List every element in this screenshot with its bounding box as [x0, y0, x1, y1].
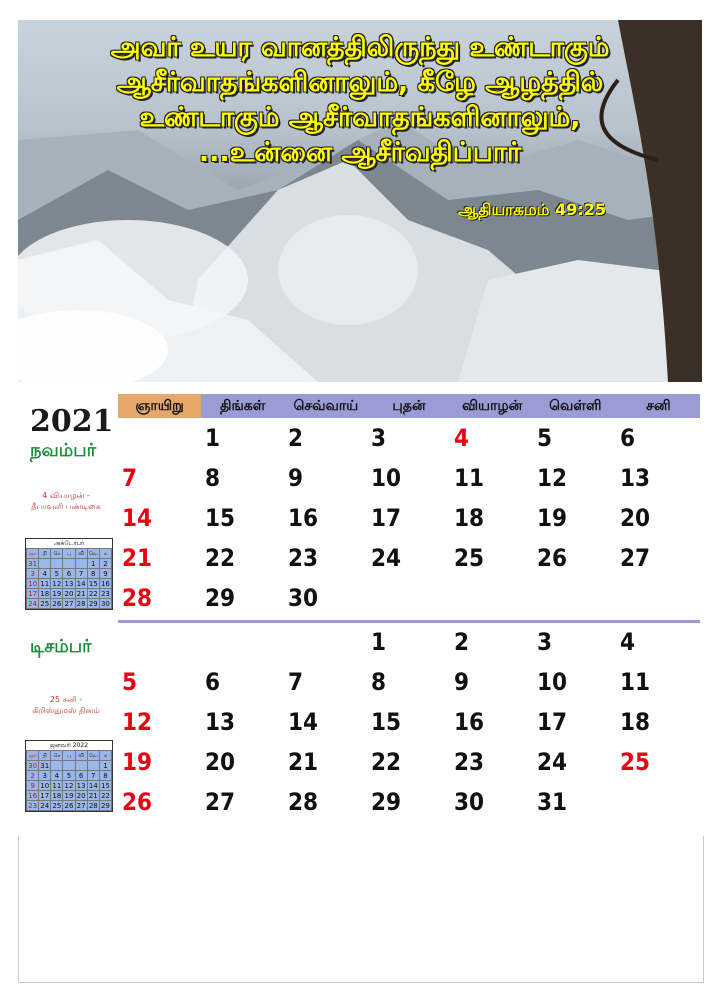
mini-day: 27	[64, 599, 74, 608]
day-number: 23	[288, 544, 319, 572]
day-cell	[205, 502, 288, 542]
mini-day: 5	[63, 771, 75, 781]
day-number: 20	[620, 504, 651, 532]
mini-weekday: பு	[63, 549, 75, 559]
verse-reference: ஆதியாகமம் 49:25	[458, 200, 606, 219]
day-cell	[371, 706, 454, 746]
mini-day: 12	[52, 579, 62, 588]
day-number: 24	[537, 748, 568, 776]
day-cell	[205, 706, 288, 746]
day-number: 3	[371, 424, 387, 452]
day-number: 12	[537, 464, 568, 492]
day-cell	[454, 706, 537, 746]
weekday-4: வியாழன்	[462, 398, 523, 414]
day-number: 9	[288, 464, 304, 492]
day-cell	[454, 422, 537, 462]
day-number: 21	[288, 748, 319, 776]
day-number: 29	[205, 584, 236, 612]
mini-day: 15	[88, 579, 98, 588]
day-cell	[205, 786, 288, 826]
mini-day: 4	[51, 771, 63, 781]
mini-weekday: வி	[75, 549, 87, 559]
day-number: 15	[371, 708, 402, 736]
day-cell	[371, 786, 454, 826]
mini-day	[39, 559, 51, 569]
mini-day	[63, 761, 75, 771]
mini-day: 25	[40, 599, 50, 608]
festival-note-december	[18, 694, 114, 716]
mini-day: 31	[40, 761, 50, 770]
day-number: 25	[620, 748, 651, 776]
day-cell	[620, 746, 703, 786]
day-number: 27	[205, 788, 236, 816]
weekday-5: வெள்ளி	[549, 398, 602, 414]
day-number: 13	[620, 464, 651, 492]
mini-day: 27	[76, 801, 86, 810]
mini-day: 16	[28, 791, 38, 800]
day-number: 30	[454, 788, 485, 816]
week-row	[118, 666, 700, 706]
day-cell	[454, 786, 537, 826]
week-row	[118, 542, 700, 582]
day-number: 5	[122, 668, 138, 696]
mini-day: 30	[100, 599, 110, 608]
mini-day: 14	[88, 781, 98, 790]
day-number: 7	[122, 464, 138, 492]
day-cell	[454, 746, 537, 786]
mini-day: 23	[28, 801, 38, 810]
day-cell	[288, 746, 371, 786]
day-number: 18	[620, 708, 651, 736]
day-number: 1	[371, 628, 387, 656]
mini-day: 16	[100, 579, 110, 588]
day-number: 15	[205, 504, 236, 532]
mini-day: 25	[52, 801, 62, 810]
day-number: 27	[620, 544, 651, 572]
day-cell	[371, 422, 454, 462]
day-cell	[371, 502, 454, 542]
day-number: 11	[620, 668, 651, 696]
mini-day: 15	[100, 781, 110, 790]
mini-day: 29	[100, 801, 110, 810]
day-number: 6	[620, 424, 636, 452]
day-number: 6	[205, 668, 221, 696]
verse-line: உண்டாகும் ஆசீர்வாதங்களினாலும்,	[139, 102, 581, 133]
mini-day: 28	[76, 599, 86, 608]
day-cell	[537, 786, 620, 826]
weekday-2: செவ்வாய்	[293, 398, 359, 414]
day-cell	[454, 666, 537, 706]
mini-day: 21	[76, 589, 86, 598]
day-cell	[537, 706, 620, 746]
weekday-1: திங்கள்	[220, 398, 266, 414]
mini-day: 13	[64, 579, 74, 588]
day-cell	[454, 462, 537, 502]
day-number: 28	[288, 788, 319, 816]
day-number: 30	[288, 584, 319, 612]
day-cell	[371, 626, 454, 666]
mini-day: 6	[63, 569, 75, 579]
mini-day: 24	[40, 801, 50, 810]
festival-note-november	[18, 490, 114, 512]
week-row	[118, 706, 700, 746]
verse-line: ...உன்னை ஆசீர்வதிப்பார்	[198, 137, 522, 168]
day-cell	[205, 746, 288, 786]
weekday-6: சனி	[646, 398, 671, 414]
day-cell	[122, 666, 205, 706]
day-number: 22	[205, 544, 236, 572]
day-cell	[537, 502, 620, 542]
mini-day	[75, 761, 87, 771]
hero-image	[18, 20, 702, 382]
mini-day: 4	[39, 569, 51, 579]
year-label: 2021	[30, 404, 114, 439]
day-cell	[454, 502, 537, 542]
mini-calendar-title: ஜனவரி 2022	[49, 742, 89, 749]
day-number: 14	[288, 708, 319, 736]
day-cell	[620, 666, 703, 706]
mini-day: 8	[99, 771, 111, 781]
mini-day: 26	[64, 801, 74, 810]
day-cell	[288, 502, 371, 542]
day-cell	[537, 542, 620, 582]
mini-day: 13	[76, 781, 86, 790]
mini-day: 23	[100, 589, 110, 598]
day-cell	[288, 706, 371, 746]
day-number: 11	[454, 464, 485, 492]
month-name-november: நவம்பர்	[30, 440, 97, 461]
mini-day: 22	[100, 791, 110, 800]
mini-weekday: வெ	[88, 550, 98, 557]
day-number: 31	[537, 788, 568, 816]
week-row	[118, 582, 700, 622]
mini-day: 20	[64, 589, 74, 598]
mini-calendar-title: அக்டோபர்	[53, 540, 85, 547]
day-number: 29	[371, 788, 402, 816]
mini-day: 7	[87, 771, 99, 781]
mini-day: 12	[64, 781, 74, 790]
day-number: 18	[454, 504, 485, 532]
day-number: 26	[537, 544, 568, 572]
week-row	[118, 502, 700, 542]
weekday-3: புதன்	[392, 398, 426, 414]
day-cell	[122, 502, 205, 542]
day-cell	[122, 462, 205, 502]
day-cell	[122, 786, 205, 826]
day-number: 8	[371, 668, 387, 696]
day-number: 3	[537, 628, 553, 656]
mini-day	[51, 761, 63, 771]
mini-day: 20	[76, 791, 86, 800]
day-number: 28	[122, 584, 153, 612]
day-number: 19	[122, 748, 153, 776]
day-number: 1	[205, 424, 221, 452]
mini-day: 2	[99, 559, 111, 569]
day-number: 13	[205, 708, 236, 736]
day-cell	[620, 706, 703, 746]
day-cell	[537, 462, 620, 502]
day-number: 21	[122, 544, 153, 572]
verse-line: அவர் உயர வானத்திலிருந்து உண்டாகும்	[110, 32, 610, 63]
day-number: 10	[371, 464, 402, 492]
mini-day: 26	[52, 599, 62, 608]
verse-line: ஆசீர்வாதங்களினாலும், கீழே ஆழத்தில்	[116, 67, 604, 98]
mini-weekday: தி	[39, 751, 51, 761]
mini-day: 5	[51, 569, 63, 579]
day-number: 23	[454, 748, 485, 776]
mini-day: 19	[64, 791, 74, 800]
day-number: 16	[288, 504, 319, 532]
day-cell	[288, 582, 371, 622]
day-cell	[537, 746, 620, 786]
festival-text: 4 வியாழன் - தீபாவளி பண்டிகை	[31, 491, 101, 511]
day-cell	[620, 422, 703, 462]
mini-weekday: பு	[63, 751, 75, 761]
mini-day: 21	[88, 791, 98, 800]
mini-day: 2	[27, 771, 39, 781]
day-number: 16	[454, 708, 485, 736]
mini-day: 28	[88, 801, 98, 810]
mini-day: 9	[27, 781, 39, 791]
mini-day: 29	[88, 599, 98, 608]
mini-day: 10	[28, 579, 38, 588]
mini-day	[63, 559, 75, 569]
mini-day: 3	[27, 569, 39, 579]
mini-day: 17	[28, 589, 38, 598]
mini-day: 22	[88, 589, 98, 598]
day-cell	[205, 666, 288, 706]
mini-day: 17	[40, 791, 50, 800]
weekday-header	[118, 394, 700, 418]
day-number: 7	[288, 668, 304, 696]
day-cell	[288, 422, 371, 462]
mini-weekday: ச	[99, 751, 111, 761]
day-cell	[537, 422, 620, 462]
month-divider	[118, 620, 700, 623]
day-cell	[288, 542, 371, 582]
day-number: 24	[371, 544, 402, 572]
day-number: 26	[122, 788, 153, 816]
mini-day: 7	[75, 569, 87, 579]
mini-weekday: செ	[51, 751, 63, 761]
day-number: 25	[454, 544, 485, 572]
day-cell	[288, 666, 371, 706]
day-number: 17	[537, 708, 568, 736]
mini-day: 18	[52, 791, 62, 800]
day-cell	[620, 626, 703, 666]
day-number: 2	[288, 424, 304, 452]
mini-day: 6	[75, 771, 87, 781]
mini-day: 19	[52, 589, 62, 598]
day-number: 12	[122, 708, 153, 736]
day-cell	[537, 666, 620, 706]
day-number: 4	[620, 628, 636, 656]
day-cell	[205, 422, 288, 462]
mini-day	[51, 559, 63, 569]
mini-weekday: ச	[99, 549, 111, 559]
day-cell	[537, 626, 620, 666]
mini-day: 9	[99, 569, 111, 579]
mini-day: 18	[40, 589, 50, 598]
mini-calendar-october	[25, 538, 113, 610]
mini-day: 1	[87, 559, 99, 569]
mini-day: 1	[99, 761, 111, 771]
day-cell	[371, 746, 454, 786]
day-number: 5	[537, 424, 553, 452]
day-cell	[371, 462, 454, 502]
mini-day: 10	[40, 781, 50, 790]
day-number: 9	[454, 668, 470, 696]
day-cell	[454, 626, 537, 666]
day-cell	[122, 746, 205, 786]
mini-day: 30	[28, 761, 38, 770]
week-row	[118, 462, 700, 502]
day-cell	[122, 542, 205, 582]
day-number: 10	[537, 668, 568, 696]
week-row	[118, 626, 700, 666]
blank-footer	[18, 836, 704, 983]
day-number: 8	[205, 464, 221, 492]
day-cell	[620, 502, 703, 542]
day-number: 2	[454, 628, 470, 656]
mini-weekday: செ	[51, 549, 63, 559]
mini-weekday: வெ	[88, 752, 98, 759]
mini-day: 31	[28, 559, 38, 568]
mini-day: 24	[28, 599, 38, 608]
mini-day: 14	[76, 579, 86, 588]
day-cell	[288, 786, 371, 826]
day-number: 19	[537, 504, 568, 532]
mini-calendar-january	[25, 740, 113, 812]
day-cell	[122, 582, 205, 622]
day-cell	[205, 582, 288, 622]
verse-text	[18, 30, 702, 170]
week-row	[118, 746, 700, 786]
day-cell	[288, 462, 371, 502]
festival-text: 25 சனி - கிறிஸ்துமஸ் தினம்	[32, 695, 100, 715]
day-number: 22	[371, 748, 402, 776]
mini-day: 11	[52, 781, 62, 790]
day-cell	[620, 542, 703, 582]
week-row	[118, 786, 700, 826]
day-cell	[620, 462, 703, 502]
mini-day: 8	[87, 569, 99, 579]
mini-day	[87, 761, 99, 771]
mini-day: 11	[40, 579, 50, 588]
day-cell	[122, 706, 205, 746]
day-number: 14	[122, 504, 153, 532]
day-cell	[205, 542, 288, 582]
month-name-december: டிசம்பர்	[30, 636, 92, 657]
mini-day	[75, 559, 87, 569]
weekday-0: ஞாயிறு	[118, 394, 201, 418]
day-cell	[454, 542, 537, 582]
mini-weekday: ஞா	[27, 549, 39, 559]
week-row	[118, 422, 700, 462]
mini-weekday: வி	[75, 751, 87, 761]
day-number: 4	[454, 424, 470, 452]
day-cell	[371, 542, 454, 582]
mini-weekday: ஞா	[27, 751, 39, 761]
day-cell	[205, 462, 288, 502]
day-cell	[371, 666, 454, 706]
day-number: 17	[371, 504, 402, 532]
mini-day: 3	[39, 771, 51, 781]
day-number: 20	[205, 748, 236, 776]
mini-weekday: தி	[39, 549, 51, 559]
